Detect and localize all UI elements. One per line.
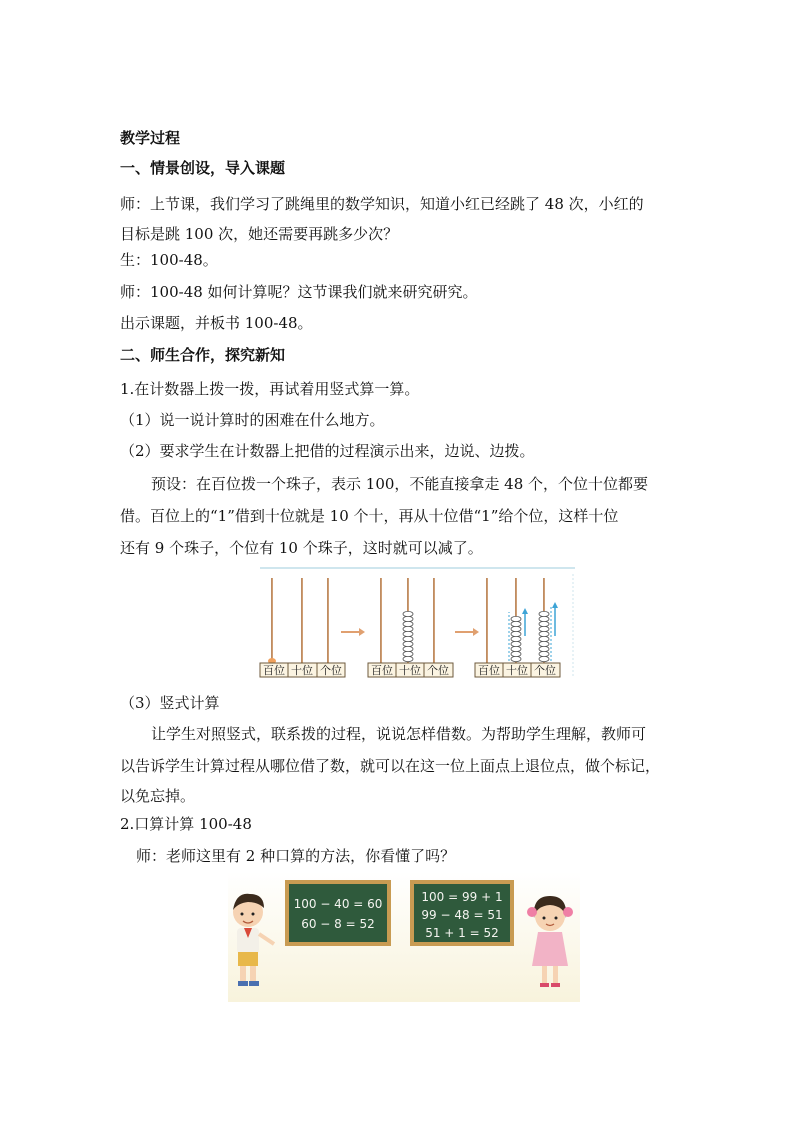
paragraph-line: 2.口算计算 100-48 [120, 815, 252, 833]
label-hundreds: 百位 [263, 664, 285, 677]
paragraph-line: 师：100-48 如何计算呢？这节课我们就来研究研究。 [120, 283, 478, 301]
bead [511, 641, 521, 646]
section2-title: 二、师生合作，探究新知 [120, 346, 286, 364]
paragraph-line: 出示课题，并板书 100-48。 [120, 314, 313, 332]
paragraph-line: 还有 9 个珠子，个位有 10 个珠子，这时就可以减了。 [120, 539, 483, 557]
bead [539, 651, 549, 656]
bead [511, 636, 521, 641]
paragraph-line: 借。百位上的“1”借到十位就是 10 个十，再从十位借“1”给个位，这样十位 [120, 507, 619, 525]
paragraph-line: 以告诉学生计算过程从哪位借了数，就可以在这一位上面点上退位点，做个标记， [120, 757, 661, 775]
paragraph-line: （3）竖式计算 [120, 694, 220, 712]
arrow-icon [341, 628, 365, 636]
chalkboard-1 [285, 880, 391, 946]
bead-stack [511, 616, 521, 661]
bead [403, 646, 413, 651]
paragraph-line: 目标是跳 100 次，她还需要再跳多少次？ [120, 225, 399, 243]
arrow-icon [455, 628, 479, 636]
paragraph-line: 生：100-48。 [120, 251, 218, 269]
teaching-process-heading: 教学过程 [120, 129, 181, 147]
bead [539, 646, 549, 651]
label-hundreds: 百位 [371, 664, 393, 677]
bead [539, 641, 549, 646]
board-line: 99 − 48 = 51 [421, 908, 503, 922]
paragraph-line: （2）要求学生在计数器上把借的过程演示出来，边说、边拨。 [120, 442, 535, 460]
bead-stack [539, 611, 549, 661]
abacus-3 [475, 578, 560, 677]
abacus-1 [260, 578, 345, 677]
label-hundreds: 百位 [478, 664, 500, 677]
bead [403, 651, 413, 656]
bead [403, 626, 413, 631]
bead [539, 616, 549, 621]
board-line: 100 − 40 = 60 [293, 897, 383, 911]
abacus-2 [368, 578, 453, 677]
label-ones: 个位 [427, 664, 449, 677]
label-ones: 个位 [534, 664, 556, 677]
abacus-figure [255, 566, 577, 680]
up-arrow-icon [552, 602, 558, 636]
bead [511, 646, 521, 651]
bead [511, 616, 521, 621]
board-line: 51 + 1 = 52 [425, 926, 499, 940]
bead [403, 636, 413, 641]
paragraph-line: 1.在计数器上拨一拨，再试着用竖式算一算。 [120, 380, 420, 398]
paragraph-line: 师：老师这里有 2 种口算的方法，你看懂了吗？ [136, 847, 456, 865]
bead [403, 631, 413, 636]
paragraph-line: 让学生对照竖式，联系拨的过程，说说怎样借数。为帮助学生理解，教师可 [151, 725, 647, 743]
bead [403, 611, 413, 616]
paragraph-line: 师：上节课，我们学习了跳绳里的数学知识，知道小红已经跳了 48 次，小红的 [120, 195, 644, 213]
up-arrow-icon [522, 608, 528, 636]
bead [539, 611, 549, 616]
label-tens: 十位 [506, 664, 528, 677]
bead [403, 656, 413, 661]
label-ones: 个位 [320, 664, 342, 677]
board-line: 100 = 99 + 1 [421, 890, 503, 904]
bead [511, 631, 521, 636]
section1-title: 一、情景创设，导入课题 [120, 159, 286, 177]
board-line: 60 − 8 = 52 [301, 917, 375, 931]
paragraph-line: 以免忘掉。 [120, 787, 196, 805]
bead [539, 656, 549, 661]
bead [539, 631, 549, 636]
label-tens: 十位 [399, 664, 421, 677]
bead [539, 626, 549, 631]
bead [539, 636, 549, 641]
mental-math-illustration [228, 872, 580, 1002]
bead [511, 626, 521, 631]
label-tens: 十位 [291, 664, 313, 677]
bead [403, 621, 413, 626]
bead [511, 656, 521, 661]
bead [511, 651, 521, 656]
paragraph-line: 预设：在百位拨一个珠子，表示 100，不能直接拿走 48 个，个位十位都要 [151, 475, 649, 493]
chalkboard-2 [410, 880, 514, 946]
bead [403, 641, 413, 646]
bead [539, 621, 549, 626]
bead [403, 616, 413, 621]
bead-stack [403, 611, 413, 661]
bead [511, 621, 521, 626]
paragraph-line: （1）说一说计算时的困难在什么地方。 [120, 411, 385, 429]
